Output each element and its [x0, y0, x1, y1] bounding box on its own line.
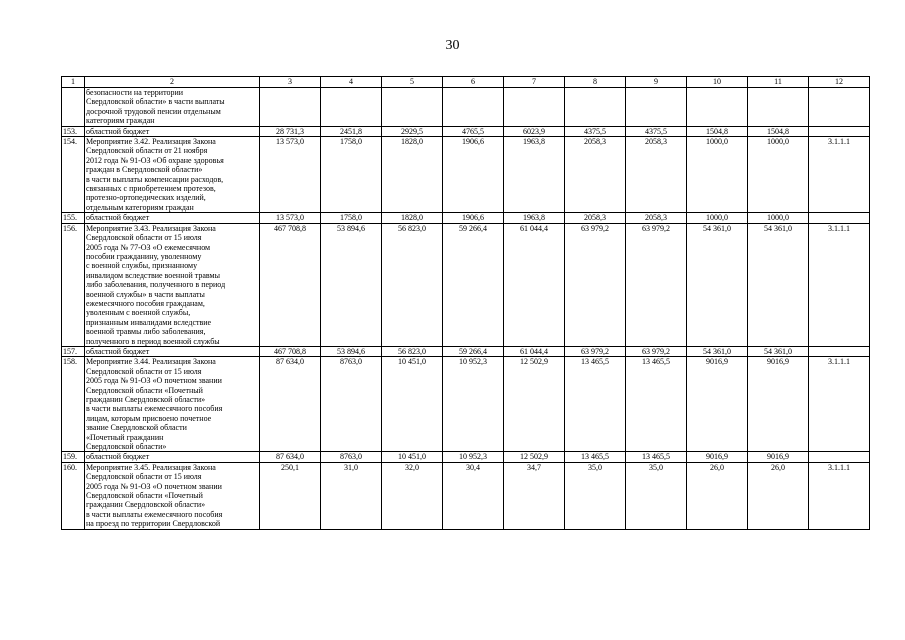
- value-cell: 35,0: [565, 462, 626, 529]
- value-cell: 2058,3: [626, 137, 687, 213]
- activity-name-line: либо заболевания, полученного в период: [86, 280, 226, 290]
- value-cell: 1828,0: [382, 213, 443, 223]
- activity-name-line: с военной службы, признанному: [86, 261, 198, 271]
- activity-name: [85, 137, 260, 213]
- row-number: 156.: [62, 223, 85, 346]
- row-number: [62, 88, 85, 127]
- activity-name-line: Свердловской области «Почетный: [86, 491, 203, 501]
- value-cell: 59 266,4: [443, 223, 504, 346]
- value-cell: 4375,5: [565, 126, 626, 136]
- activity-name-line: Свердловской области «Почетный: [86, 385, 203, 395]
- value-cell: 61 044,4: [504, 346, 565, 356]
- activity-name: [85, 126, 260, 136]
- value-cell: 2058,3: [626, 213, 687, 223]
- value-cell: 10 451,0: [382, 357, 443, 452]
- activity-name-line: отдельным категориям граждан: [86, 202, 194, 212]
- target-code: [809, 213, 870, 223]
- row-number: 154.: [62, 137, 85, 213]
- value-cell: 61 044,4: [504, 223, 565, 346]
- activity-name-line: Свердловской области от 21 ноября: [86, 146, 208, 156]
- value-cell: [626, 88, 687, 127]
- column-header: 8: [565, 77, 626, 88]
- activity-name-line: инвалидом вследствие военной травмы: [86, 270, 220, 280]
- activity-name: [85, 452, 260, 462]
- value-cell: 4765,5: [443, 126, 504, 136]
- activity-name: [85, 223, 260, 346]
- value-cell: 54 361,0: [687, 223, 748, 346]
- column-header: 6: [443, 77, 504, 88]
- value-cell: 35,0: [626, 462, 687, 529]
- target-code: [809, 452, 870, 462]
- value-cell: 63 979,2: [565, 223, 626, 346]
- activity-name-line: Мероприятие 3.45. Реализация Закона: [86, 462, 216, 472]
- value-cell: 9016,9: [748, 452, 809, 462]
- value-cell: 13 465,5: [626, 452, 687, 462]
- value-cell: 13 573,0: [260, 137, 321, 213]
- activity-name-line: досрочной трудовой пенсии отдельным: [86, 106, 221, 116]
- value-cell: 59 266,4: [443, 346, 504, 356]
- activity-name-line: в части выплаты ежемесячного пособия: [86, 404, 223, 414]
- activity-name: [85, 462, 260, 529]
- value-cell: 1906,6: [443, 213, 504, 223]
- table-row: [62, 462, 870, 529]
- value-cell: 1000,0: [748, 213, 809, 223]
- value-cell: 54 361,0: [748, 346, 809, 356]
- activity-name-line: гражданин Свердловской области»: [86, 500, 206, 510]
- value-cell: 2451,8: [321, 126, 382, 136]
- row-number: 159.: [62, 452, 85, 462]
- value-cell: [260, 88, 321, 127]
- value-cell: [382, 88, 443, 127]
- column-header: 4: [321, 77, 382, 88]
- activity-name-line: областной бюджет: [86, 452, 150, 462]
- activity-name-line: категориям граждан: [86, 116, 155, 126]
- row-number: 158.: [62, 357, 85, 452]
- value-cell: [443, 88, 504, 127]
- row-number: 153.: [62, 126, 85, 136]
- row-number: 160.: [62, 462, 85, 529]
- value-cell: 9016,9: [748, 357, 809, 452]
- activity-name-line: признанным инвалидами вследствие: [86, 317, 212, 327]
- activity-name-line: ежемесячного пособия гражданам,: [86, 298, 205, 308]
- value-cell: 63 979,2: [626, 346, 687, 356]
- value-cell: 250,1: [260, 462, 321, 529]
- table-row: [62, 88, 870, 127]
- activity-name: [85, 346, 260, 356]
- column-header: 3: [260, 77, 321, 88]
- activity-name-line: «Почетный гражданин: [86, 432, 164, 442]
- value-cell: 53 894,6: [321, 346, 382, 356]
- activity-name-line: в части выплаты компенсации расходов,: [86, 174, 224, 184]
- activity-name-line: областной бюджет: [86, 126, 150, 136]
- activity-name: [85, 88, 260, 127]
- activity-name-line: Свердловской области от 15 июля: [86, 366, 202, 376]
- column-header: 10: [687, 77, 748, 88]
- value-cell: 31,0: [321, 462, 382, 529]
- value-cell: 56 823,0: [382, 346, 443, 356]
- activity-name: [85, 213, 260, 223]
- value-cell: 467 708,8: [260, 223, 321, 346]
- value-cell: 2058,3: [565, 213, 626, 223]
- value-cell: 1000,0: [687, 137, 748, 213]
- value-cell: 1000,0: [687, 213, 748, 223]
- value-cell: 2058,3: [565, 137, 626, 213]
- activity-name-line: Свердловской области от 15 июля: [86, 233, 202, 243]
- program-table: [61, 76, 870, 530]
- table-row: [62, 213, 870, 223]
- value-cell: 1504,8: [748, 126, 809, 136]
- activity-name-line: 2012 года № 91-ОЗ «Об охране здоровья: [86, 155, 224, 165]
- target-code: 3.1.1.1: [809, 462, 870, 529]
- value-cell: 1000,0: [748, 137, 809, 213]
- activity-name-line: 2005 года № 91-ОЗ «О почетном звании: [86, 376, 222, 386]
- value-cell: 1906,6: [443, 137, 504, 213]
- table-row: [62, 223, 870, 346]
- value-cell: 1963,8: [504, 213, 565, 223]
- value-cell: 12 502,9: [504, 357, 565, 452]
- activity-name-line: полученного в период военной службы: [86, 336, 220, 346]
- value-cell: [565, 88, 626, 127]
- column-header: 12: [809, 77, 870, 88]
- value-cell: 63 979,2: [565, 346, 626, 356]
- value-cell: 4375,5: [626, 126, 687, 136]
- value-cell: 53 894,6: [321, 223, 382, 346]
- column-header: 1: [62, 77, 85, 88]
- value-cell: 13 465,5: [626, 357, 687, 452]
- activity-name-line: Мероприятие 3.43. Реализация Закона: [86, 223, 216, 233]
- activity-name-line: гражданин Свердловской области»: [86, 395, 206, 404]
- target-code: [809, 126, 870, 136]
- row-number: 155.: [62, 213, 85, 223]
- value-cell: 1504,8: [687, 126, 748, 136]
- target-code: [809, 346, 870, 356]
- value-cell: 34,7: [504, 462, 565, 529]
- value-cell: 26,0: [748, 462, 809, 529]
- target-code: 3.1.1.1: [809, 137, 870, 213]
- table-row: [62, 357, 870, 452]
- activity-name-line: в части выплаты ежемесячного пособия: [86, 509, 223, 519]
- value-cell: 63 979,2: [626, 223, 687, 346]
- value-cell: 9016,9: [687, 452, 748, 462]
- value-cell: 10 952,3: [443, 357, 504, 452]
- column-header: 11: [748, 77, 809, 88]
- activity-name-line: Мероприятие 3.44. Реализация Закона: [86, 357, 216, 367]
- activity-name-line: протезно-ортопедических изделий,: [86, 193, 206, 203]
- value-cell: 26,0: [687, 462, 748, 529]
- table-row: [62, 452, 870, 462]
- value-cell: 32,0: [382, 462, 443, 529]
- activity-name-line: Свердловской области от 15 июля: [86, 472, 202, 482]
- value-cell: 8763,0: [321, 357, 382, 452]
- column-header: 2: [85, 77, 260, 88]
- activity-name: [85, 357, 260, 452]
- value-cell: [687, 88, 748, 127]
- activity-name-line: безопасности на территории: [86, 88, 184, 97]
- activity-name-line: Мероприятие 3.42. Реализация Закона: [86, 137, 216, 147]
- activity-name-line: военной травмы либо заболевания,: [86, 327, 206, 337]
- activity-name-line: граждан в Свердловской области»: [86, 165, 203, 175]
- column-header: 7: [504, 77, 565, 88]
- activity-name-line: 2005 года № 91-ОЗ «О почетном звании: [86, 481, 222, 491]
- activity-name-line: на проезд по территории Свердловской: [86, 519, 221, 529]
- table-header-row: [62, 77, 870, 88]
- value-cell: [504, 88, 565, 127]
- value-cell: 12 502,9: [504, 452, 565, 462]
- activity-name-line: пособии гражданину, уволенному: [86, 251, 202, 261]
- value-cell: 13 465,5: [565, 452, 626, 462]
- activity-name-line: звание Свердловской области: [86, 423, 187, 433]
- activity-name-line: лицам, которым присвоено почетное: [86, 413, 212, 423]
- value-cell: 54 361,0: [687, 346, 748, 356]
- activity-name-line: связанных с приобретением протезов,: [86, 184, 216, 194]
- row-number: 157.: [62, 346, 85, 356]
- table-row: [62, 137, 870, 213]
- activity-name-line: 2005 года № 77-ОЗ «О ежемесячном: [86, 242, 211, 252]
- value-cell: 1758,0: [321, 137, 382, 213]
- page-number: 30: [445, 38, 460, 53]
- value-cell: 87 634,0: [260, 357, 321, 452]
- value-cell: 1758,0: [321, 213, 382, 223]
- value-cell: 2929,5: [382, 126, 443, 136]
- value-cell: 54 361,0: [748, 223, 809, 346]
- activity-name-line: военной службы» в части выплаты: [86, 289, 205, 299]
- value-cell: 1828,0: [382, 137, 443, 213]
- target-code: [809, 88, 870, 127]
- table-body: [62, 77, 870, 530]
- activity-name-line: областной бюджет: [86, 346, 150, 356]
- activity-name-line: Свердловской области»: [86, 442, 167, 452]
- value-cell: 56 823,0: [382, 223, 443, 346]
- column-header: 5: [382, 77, 443, 88]
- target-code: 3.1.1.1: [809, 357, 870, 452]
- value-cell: 30,4: [443, 462, 504, 529]
- column-header: 9: [626, 77, 687, 88]
- target-code: 3.1.1.1: [809, 223, 870, 346]
- value-cell: 467 708,8: [260, 346, 321, 356]
- value-cell: 1963,8: [504, 137, 565, 213]
- activity-name-line: Свердловской области» в части выплаты: [86, 97, 225, 107]
- value-cell: 87 634,0: [260, 452, 321, 462]
- value-cell: 10 451,0: [382, 452, 443, 462]
- value-cell: 6023,9: [504, 126, 565, 136]
- activity-name-line: уволенным с военной службы,: [86, 308, 191, 318]
- value-cell: 13 465,5: [565, 357, 626, 452]
- table-row: [62, 126, 870, 136]
- value-cell: [321, 88, 382, 127]
- activity-name-line: областной бюджет: [86, 213, 150, 223]
- value-cell: 9016,9: [687, 357, 748, 452]
- value-cell: 28 731,3: [260, 126, 321, 136]
- value-cell: 10 952,3: [443, 452, 504, 462]
- value-cell: 8763,0: [321, 452, 382, 462]
- table-row: [62, 346, 870, 356]
- value-cell: 13 573,0: [260, 213, 321, 223]
- value-cell: [748, 88, 809, 127]
